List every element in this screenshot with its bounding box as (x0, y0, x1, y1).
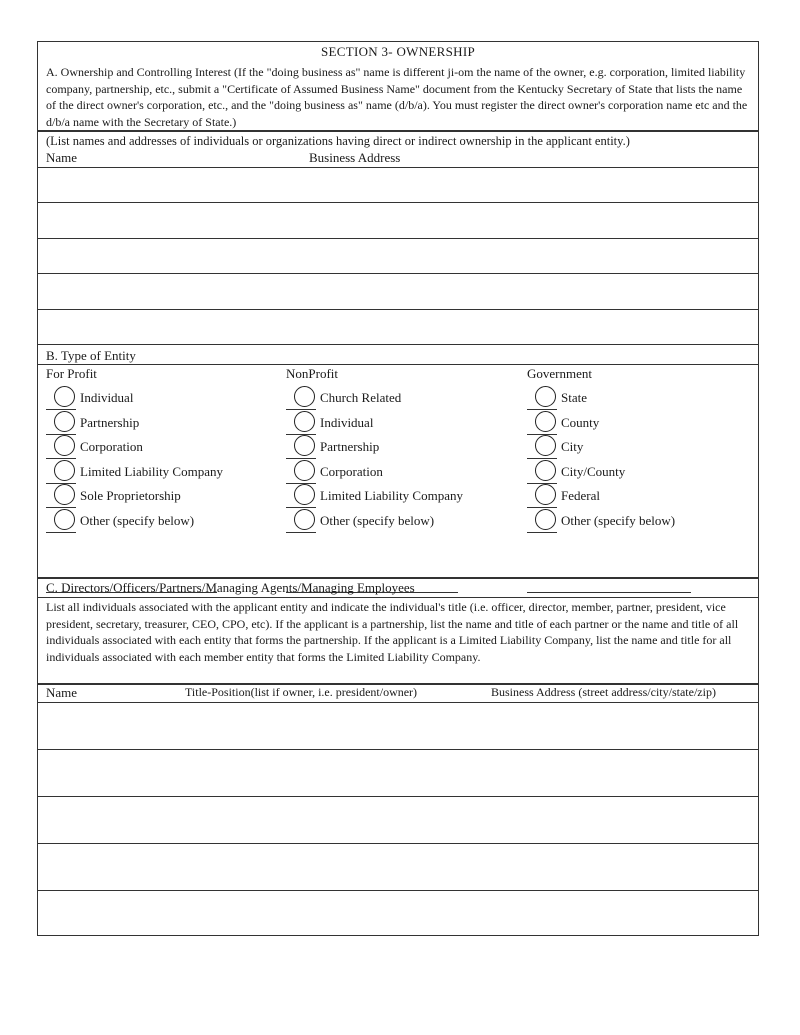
radio-circle[interactable] (294, 484, 315, 505)
for-profit-heading: For Profit (46, 366, 97, 381)
section-c-instructions: List all individuals associated with the applicant entity and indicate the individual's title (i.e. officer, director, member, partner, president, vice president, secretary, treasurer, CEO, CPO, etc). If the applicant is a partnership, list the name and title of each partner or the name and title of all individuals associated with each entity that forms the partnership. If the applicant is a Limited Liability Company, list the name and title for all individuals associated with each member entity that forms the Limited Liability Company. (46, 600, 739, 664)
radio-circle[interactable] (54, 460, 75, 481)
ownership-row-line (38, 344, 758, 345)
directors-row-line (38, 890, 758, 891)
section-a-instructions: A. Ownership and Controlling Interest (If the "doing business as" name is different ji-om the name of the owner, e.g. corporation, limited liability company, partnership, etc., submit a "Certificate of Assumed Business Name" document from the Kentucky Secretary of State that lists the name of the direct owner's corporation, etc., and the "doing business as" name (d/b/a). You must register the direct owner's corporation name etc and the d/b/a name with the Secretary of State.) (46, 65, 748, 129)
directors-row-line (38, 843, 758, 844)
directors-col-title: Title-Position(list if owner, i.e. president/owner) (185, 685, 418, 699)
ownership-row-line (38, 238, 758, 239)
directors-row-line (38, 749, 758, 750)
radio-circle[interactable] (535, 509, 556, 530)
divider (38, 597, 758, 598)
directors-col-address: Business Address (street address/city/state/zip) (491, 685, 716, 699)
radio-circle[interactable] (535, 460, 556, 481)
ownership-row-line (38, 273, 758, 274)
divider (38, 364, 758, 365)
section-b-title: B. Type of Entity (46, 348, 136, 363)
radio-circle[interactable] (294, 509, 315, 530)
directors-row-line (38, 702, 758, 703)
directors-col-name: Name (46, 685, 78, 700)
ownership-list-instruction: (List names and addresses of individuals or organizations having direct or indirect ownership in the applicant entity.) (46, 134, 630, 148)
radio-circle[interactable] (54, 484, 75, 505)
radio-circle[interactable] (294, 435, 315, 456)
divider (38, 577, 758, 579)
radio-circle[interactable] (54, 509, 75, 530)
radio-circle[interactable] (54, 386, 75, 407)
ownership-row-line (38, 167, 758, 168)
ownership-form: SECTION 3- OWNERSHIP A. Ownership and Controlling Interest (If the "doing business as" name is different ji-om the name of the owner, e.g. corporation, limited liability company, partnership, etc., submit a "Certificate of Assumed Business Name" document from the Kentucky Secretary of State that lists the name of the direct owner's corporation, etc., and the "doing business as" name (d/b/a). You must register the direct owner's corporation name etc and the d/b/a name with the Secretary of State.) (List names and addresses of individuals or organizations having direct or indirect ownership in the applicant entity.) Name Business Address B. Type of Entity For Profit Individual Partnership Corporation Limited Liability Company Sole Proprietorship Other (specify below) NonProfit Church Related Individual Partnership Corporation Limited Liability Company Other (specify below) Government State County City City/County Federal Other (specify below) C. Directors/Officers/Partners/Managing Agents/Managing Employees List all individuals associated with the applicant entity and indicate the individual's title (i.e. officer, director, member, partner, president, vice president, secretary, treasurer, CEO, CPO, etc). If the applicant is a partnership, list the name and title of each partner or the name and title of all individuals associated with each entity that forms the partnership. If the applicant is a Limited Liability Company, list the name and title for all individuals associated with each member entity that forms the Limited Liability Company. Name Title-Position(list if owner, i.e. president/owner) Business Address (street address/city/state/zip) (37, 41, 759, 936)
radio-circle[interactable] (54, 435, 75, 456)
government-specify-line[interactable] (527, 592, 691, 593)
section-c-title: C. Directors/Officers/Partners/Managing Agents/Managing Employees (46, 580, 415, 595)
ownership-row-line (38, 202, 758, 203)
radio-circle[interactable] (535, 484, 556, 505)
nonprofit-heading: NonProfit (286, 366, 338, 381)
radio-circle[interactable] (535, 386, 556, 407)
radio-circle[interactable] (294, 460, 315, 481)
government-heading: Government (527, 366, 592, 381)
radio-circle[interactable] (535, 435, 556, 456)
ownership-col-address: Business Address (309, 150, 401, 165)
radio-circle[interactable] (54, 411, 75, 432)
directors-row-line (38, 796, 758, 797)
radio-circle[interactable] (535, 411, 556, 432)
ownership-col-name: Name (46, 150, 78, 165)
radio-circle[interactable] (294, 386, 315, 407)
section-title: SECTION 3- OWNERSHIP (320, 44, 476, 59)
radio-circle[interactable] (294, 411, 315, 432)
divider (38, 130, 758, 132)
ownership-row-line (38, 309, 758, 310)
